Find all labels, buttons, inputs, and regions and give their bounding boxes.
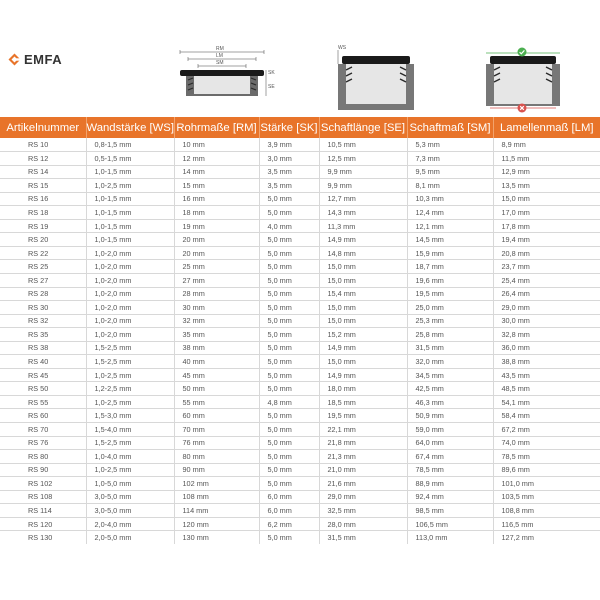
cell-shaft-length: 29,0 mm <box>319 490 407 504</box>
cell-thickness: 5,0 mm <box>259 287 319 301</box>
table-row <box>0 301 600 315</box>
cell-thickness: 5,0 mm <box>259 260 319 274</box>
cell-shaft-length: 21,0 mm <box>319 463 407 477</box>
cell-tube-size: 19 mm <box>174 219 259 233</box>
cell-shaft-size: 5,3 mm <box>407 138 493 152</box>
cell-wall-thickness: 1,0-2,5 mm <box>86 463 174 477</box>
cell-lamella-size: 12,9 mm <box>493 165 600 179</box>
cell-thickness: 6,2 mm <box>259 517 319 531</box>
cell-tube-size: 14 mm <box>174 165 259 179</box>
cell-thickness: 5,0 mm <box>259 246 319 260</box>
header-shaft-size: Schaftmaß [SM] <box>407 117 493 138</box>
cell-shaft-length: 31,5 mm <box>319 531 407 545</box>
cell-shaft-size: 78,5 mm <box>407 463 493 477</box>
check-circle-icon <box>517 47 527 57</box>
cell-shaft-size: 15,9 mm <box>407 246 493 260</box>
cell-article-number: RS 76 <box>0 436 86 450</box>
table-row <box>0 273 600 287</box>
emfa-logo-icon <box>8 53 21 66</box>
header-thickness: Stärke [SK] <box>259 117 319 138</box>
cell-tube-size: 25 mm <box>174 260 259 274</box>
cell-lamella-size: 43,5 mm <box>493 368 600 382</box>
cell-wall-thickness: 1,0-2,0 mm <box>86 314 174 328</box>
cell-wall-thickness: 1,5-2,5 mm <box>86 341 174 355</box>
cell-tube-size: 27 mm <box>174 273 259 287</box>
header-shaft-length: Schaftlänge [SE] <box>319 117 407 138</box>
cell-article-number: RS 108 <box>0 490 86 504</box>
cell-thickness: 5,0 mm <box>259 436 319 450</box>
cell-article-number: RS 50 <box>0 382 86 396</box>
cell-article-number: RS 130 <box>0 531 86 545</box>
table-row <box>0 206 600 220</box>
cell-shaft-size: 31,5 mm <box>407 341 493 355</box>
cell-lamella-size: 30,0 mm <box>493 314 600 328</box>
cell-thickness: 6,0 mm <box>259 504 319 518</box>
header-lamella-size: Lamellenmaß [LM] <box>493 117 600 138</box>
cell-shaft-length: 19,5 mm <box>319 409 407 423</box>
cell-article-number: RS 28 <box>0 287 86 301</box>
cell-shaft-length: 15,0 mm <box>319 314 407 328</box>
cell-tube-size: 12 mm <box>174 152 259 166</box>
cell-lamella-size: 15,0 mm <box>493 192 600 206</box>
cell-thickness: 5,0 mm <box>259 273 319 287</box>
cell-wall-thickness: 0,5-1,5 mm <box>86 152 174 166</box>
cell-shaft-size: 9,5 mm <box>407 165 493 179</box>
header-article-number: Artikelnummer <box>0 117 86 138</box>
table-row <box>0 382 600 396</box>
table-row <box>0 450 600 464</box>
cell-shaft-length: 14,3 mm <box>319 206 407 220</box>
x-circle-icon <box>517 103 527 113</box>
cell-shaft-size: 42,5 mm <box>407 382 493 396</box>
cell-lamella-size: 17,0 mm <box>493 206 600 220</box>
cell-tube-size: 32 mm <box>174 314 259 328</box>
cell-lamella-size: 36,0 mm <box>493 341 600 355</box>
cell-thickness: 5,0 mm <box>259 328 319 342</box>
cell-thickness: 5,0 mm <box>259 382 319 396</box>
cell-thickness: 5,0 mm <box>259 422 319 436</box>
cell-wall-thickness: 3,0-5,0 mm <box>86 504 174 518</box>
cell-wall-thickness: 1,0-1,5 mm <box>86 233 174 247</box>
cell-wall-thickness: 1,0-2,5 mm <box>86 368 174 382</box>
table-row <box>0 477 600 491</box>
table-row <box>0 233 600 247</box>
cell-article-number: RS 22 <box>0 246 86 260</box>
cell-article-number: RS 25 <box>0 260 86 274</box>
cell-wall-thickness: 1,0-5,0 mm <box>86 477 174 491</box>
cell-lamella-size: 74,0 mm <box>493 436 600 450</box>
table-row <box>0 368 600 382</box>
cell-wall-thickness: 3,0-5,0 mm <box>86 490 174 504</box>
table-row <box>0 531 600 545</box>
cell-shaft-length: 18,5 mm <box>319 395 407 409</box>
cell-lamella-size: 108,8 mm <box>493 504 600 518</box>
cell-tube-size: 60 mm <box>174 409 259 423</box>
cell-shaft-size: 46,3 mm <box>407 395 493 409</box>
cell-article-number: RS 20 <box>0 233 86 247</box>
emfa-logo-text: EMFA <box>24 52 63 67</box>
cell-thickness: 5,0 mm <box>259 301 319 315</box>
cell-shaft-length: 9,9 mm <box>319 165 407 179</box>
cell-tube-size: 90 mm <box>174 463 259 477</box>
rm-label: RM <box>216 46 224 52</box>
cell-tube-size: 16 mm <box>174 192 259 206</box>
cell-thickness: 4,0 mm <box>259 219 319 233</box>
cell-lamella-size: 54,1 mm <box>493 395 600 409</box>
cell-shaft-size: 8,1 mm <box>407 179 493 193</box>
cell-lamella-size: 48,5 mm <box>493 382 600 396</box>
sm-label: SM <box>216 60 224 66</box>
cell-lamella-size: 29,0 mm <box>493 301 600 315</box>
cell-shaft-size: 12,4 mm <box>407 206 493 220</box>
cell-shaft-length: 14,9 mm <box>319 233 407 247</box>
cell-wall-thickness: 1,0-2,0 mm <box>86 328 174 342</box>
cell-article-number: RS 16 <box>0 192 86 206</box>
cell-wall-thickness: 1,5-3,0 mm <box>86 409 174 423</box>
cell-shaft-length: 22,1 mm <box>319 422 407 436</box>
cell-tube-size: 114 mm <box>174 504 259 518</box>
cell-shaft-length: 15,0 mm <box>319 301 407 315</box>
ws-label: WS <box>338 45 347 51</box>
cell-thickness: 6,0 mm <box>259 490 319 504</box>
cell-article-number: RS 12 <box>0 152 86 166</box>
cell-tube-size: 18 mm <box>174 206 259 220</box>
cell-article-number: RS 102 <box>0 477 86 491</box>
table-row <box>0 314 600 328</box>
cell-tube-size: 130 mm <box>174 531 259 545</box>
table-row <box>0 219 600 233</box>
cell-shaft-length: 15,0 mm <box>319 355 407 369</box>
cell-thickness: 5,0 mm <box>259 355 319 369</box>
cell-shaft-size: 10,3 mm <box>407 192 493 206</box>
cell-article-number: RS 32 <box>0 314 86 328</box>
cell-tube-size: 76 mm <box>174 436 259 450</box>
cell-article-number: RS 90 <box>0 463 86 477</box>
cell-shaft-size: 67,4 mm <box>407 450 493 464</box>
cell-lamella-size: 116,5 mm <box>493 517 600 531</box>
cell-article-number: RS 10 <box>28 140 49 150</box>
cell-wall-thickness: 1,2-2,5 mm <box>86 382 174 396</box>
cell-tube-size: 15 mm <box>174 179 259 193</box>
cell-article-number: RS 40 <box>0 355 86 369</box>
cell-lamella-size: 67,2 mm <box>493 422 600 436</box>
cell-wall-thickness: 0,8-1,5 mm <box>86 138 174 152</box>
cell-lamella-size: 89,6 mm <box>493 463 600 477</box>
dimension-table <box>0 117 600 544</box>
table-header-row <box>0 117 600 138</box>
cell-shaft-size: 25,0 mm <box>407 301 493 315</box>
cell-thickness: 5,0 mm <box>259 341 319 355</box>
cell-shaft-size: 25,3 mm <box>407 314 493 328</box>
cell-shaft-size: 88,9 mm <box>407 477 493 491</box>
cell-tube-size: 80 mm <box>174 450 259 464</box>
cell-shaft-size: 19,6 mm <box>407 273 493 287</box>
cell-article-number: RS 35 <box>0 328 86 342</box>
cell-shaft-length: 28,0 mm <box>319 517 407 531</box>
cell-article-number: RS 19 <box>0 219 86 233</box>
cell-tube-size: 70 mm <box>174 422 259 436</box>
cell-thickness: 5,0 mm <box>259 409 319 423</box>
table-row <box>0 463 600 477</box>
cell-shaft-length: 32,5 mm <box>319 504 407 518</box>
table-body <box>0 138 600 544</box>
table-row <box>0 260 600 274</box>
cell-shaft-size: 50,9 mm <box>407 409 493 423</box>
cell-wall-thickness: 1,0-1,5 mm <box>86 219 174 233</box>
table-row <box>0 179 600 193</box>
cell-thickness: 5,0 mm <box>259 314 319 328</box>
cell-lamella-size: 127,2 mm <box>493 531 600 545</box>
cell-wall-thickness: 1,5-2,5 mm <box>86 436 174 450</box>
cell-wall-thickness: 1,0-2,0 mm <box>86 246 174 260</box>
cell-lamella-size: 23,7 mm <box>493 260 600 274</box>
table-row <box>0 490 600 504</box>
cell-shaft-length: 12,7 mm <box>319 192 407 206</box>
cell-article-number: RS 80 <box>0 450 86 464</box>
table-row <box>0 409 600 423</box>
table-row <box>0 436 600 450</box>
cell-shaft-length: 12,5 mm <box>319 152 407 166</box>
cell-tube-size: 55 mm <box>174 395 259 409</box>
sk-label: SK <box>268 70 275 76</box>
table-row <box>0 138 600 152</box>
cell-shaft-length: 18,0 mm <box>319 382 407 396</box>
cell-shaft-size: 98,5 mm <box>407 504 493 518</box>
cell-tube-size: 10 mm <box>174 138 259 152</box>
cell-article-number: RS 70 <box>0 422 86 436</box>
cell-wall-thickness: 1,0-2,5 mm <box>86 395 174 409</box>
table-row <box>0 422 600 436</box>
cell-wall-thickness: 1,0-2,0 mm <box>86 287 174 301</box>
cell-lamella-size: 58,4 mm <box>493 409 600 423</box>
cell-shaft-length: 10,5 mm <box>319 138 407 152</box>
cell-tube-size: 20 mm <box>174 246 259 260</box>
cell-thickness: 5,0 mm <box>259 368 319 382</box>
cell-wall-thickness: 1,0-1,5 mm <box>86 206 174 220</box>
cell-wall-thickness: 1,0-2,0 mm <box>86 260 174 274</box>
cell-lamella-size: 13,5 mm <box>493 179 600 193</box>
cell-shaft-size: 18,7 mm <box>407 260 493 274</box>
cell-shaft-length: 14,9 mm <box>319 341 407 355</box>
cell-shaft-length: 11,3 mm <box>319 219 407 233</box>
cell-shaft-length: 21,3 mm <box>319 450 407 464</box>
lm-label: LM <box>216 53 223 59</box>
cell-article-number: RS 15 <box>0 179 86 193</box>
cell-wall-thickness: 2,0-4,0 mm <box>86 517 174 531</box>
cell-shaft-length: 9,9 mm <box>319 179 407 193</box>
cell-article-number: RS 55 <box>0 395 86 409</box>
cell-tube-size: 108 mm <box>174 490 259 504</box>
cell-thickness: 3,5 mm <box>259 165 319 179</box>
header-area <box>0 0 600 116</box>
cell-shaft-length: 14,9 mm <box>319 368 407 382</box>
cell-article-number: RS 60 <box>0 409 86 423</box>
cell-wall-thickness: 1,0-2,5 mm <box>86 179 174 193</box>
cell-shaft-size: 34,5 mm <box>407 368 493 382</box>
cell-shaft-length: 15,4 mm <box>319 287 407 301</box>
cell-wall-thickness: 1,0-1,5 mm <box>86 192 174 206</box>
cell-article-number: RS 14 <box>0 165 86 179</box>
cell-thickness: 5,0 mm <box>259 192 319 206</box>
emfa-logo <box>8 52 62 67</box>
cell-lamella-size: 11,5 mm <box>493 152 600 166</box>
table-row <box>0 355 600 369</box>
cell-lamella-size: 32,8 mm <box>493 328 600 342</box>
cell-shaft-size: 19,5 mm <box>407 287 493 301</box>
cell-shaft-size: 59,0 mm <box>407 422 493 436</box>
cell-lamella-size: 26,4 mm <box>493 287 600 301</box>
header-tube-size: Rohrmaße [RM] <box>174 117 259 138</box>
table-row <box>0 165 600 179</box>
wall-thickness-diagram <box>336 44 416 110</box>
cell-shaft-size: 92,4 mm <box>407 490 493 504</box>
cell-tube-size: 102 mm <box>174 477 259 491</box>
cell-shaft-length: 14,8 mm <box>319 246 407 260</box>
cell-article-number: RS 38 <box>0 341 86 355</box>
cell-lamella-size: 20,8 mm <box>493 246 600 260</box>
cell-lamella-size: 38,8 mm <box>493 355 600 369</box>
cell-shaft-size: 106,5 mm <box>407 517 493 531</box>
table-row <box>0 328 600 342</box>
cell-lamella-size: 78,5 mm <box>493 450 600 464</box>
cell-article-number: RS 30 <box>0 301 86 315</box>
cell-shaft-length: 15,0 mm <box>319 273 407 287</box>
cell-lamella-size: 17,8 mm <box>493 219 600 233</box>
table-row <box>0 152 600 166</box>
cell-lamella-size: 8,9 mm <box>493 138 600 152</box>
cell-shaft-length: 15,0 mm <box>319 260 407 274</box>
cell-tube-size: 35 mm <box>174 328 259 342</box>
cell-wall-thickness: 1,5-4,0 mm <box>86 422 174 436</box>
cell-tube-size: 30 mm <box>174 301 259 315</box>
cell-wall-thickness: 1,5-2,5 mm <box>86 355 174 369</box>
se-label: SE <box>268 84 275 90</box>
cell-thickness: 3,5 mm <box>259 179 319 193</box>
cell-article-number: RS 18 <box>0 206 86 220</box>
table-row <box>0 504 600 518</box>
header-wall-thickness: Wandstärke [WS] <box>86 117 174 138</box>
cell-shaft-size: 32,0 mm <box>407 355 493 369</box>
table-row <box>0 395 600 409</box>
cell-lamella-size: 19,4 mm <box>493 233 600 247</box>
cell-wall-thickness: 1,0-2,0 mm <box>86 273 174 287</box>
cell-wall-thickness: 1,0-2,0 mm <box>86 301 174 315</box>
cell-lamella-size: 103,5 mm <box>493 490 600 504</box>
cell-article-number: RS 27 <box>0 273 86 287</box>
cell-thickness: 4,8 mm <box>259 395 319 409</box>
cell-tube-size: 40 mm <box>174 355 259 369</box>
cell-lamella-size: 25,4 mm <box>493 273 600 287</box>
table-row <box>0 192 600 206</box>
cell-article-number: RS 120 <box>0 517 86 531</box>
cell-article-number: RS 45 <box>0 368 86 382</box>
cell-article-number: RS 114 <box>0 504 86 518</box>
cell-thickness: 5,0 mm <box>259 531 319 545</box>
cell-tube-size: 45 mm <box>174 368 259 382</box>
cell-tube-size: 28 mm <box>174 287 259 301</box>
cell-wall-thickness: 2,0-5,0 mm <box>86 531 174 545</box>
cell-shaft-size: 25,8 mm <box>407 328 493 342</box>
cell-thickness: 5,0 mm <box>259 233 319 247</box>
cell-thickness: 5,0 mm <box>259 477 319 491</box>
cell-tube-size: 50 mm <box>174 382 259 396</box>
cell-tube-size: 120 mm <box>174 517 259 531</box>
cell-shaft-size: 113,0 mm <box>407 531 493 545</box>
cell-shaft-size: 7,3 mm <box>407 152 493 166</box>
table-row <box>0 517 600 531</box>
cell-tube-size: 38 mm <box>174 341 259 355</box>
cell-thickness: 5,0 mm <box>259 463 319 477</box>
cell-shaft-length: 21,8 mm <box>319 436 407 450</box>
cell-wall-thickness: 1,0-1,5 mm <box>86 165 174 179</box>
cell-thickness: 3,9 mm <box>259 138 319 152</box>
cell-thickness: 3,0 mm <box>259 152 319 166</box>
table-row <box>0 287 600 301</box>
table-row <box>0 341 600 355</box>
cell-shaft-size: 12,1 mm <box>407 219 493 233</box>
cell-shaft-size: 64,0 mm <box>407 436 493 450</box>
cell-thickness: 5,0 mm <box>259 206 319 220</box>
cell-shaft-length: 21,6 mm <box>319 477 407 491</box>
cell-wall-thickness: 1,0-4,0 mm <box>86 450 174 464</box>
cell-tube-size: 20 mm <box>174 233 259 247</box>
cell-shaft-size: 14,5 mm <box>407 233 493 247</box>
cell-thickness: 5,0 mm <box>259 450 319 464</box>
table-row <box>0 246 600 260</box>
cell-lamella-size: 101,0 mm <box>493 477 600 491</box>
cell-shaft-length: 15,2 mm <box>319 328 407 342</box>
